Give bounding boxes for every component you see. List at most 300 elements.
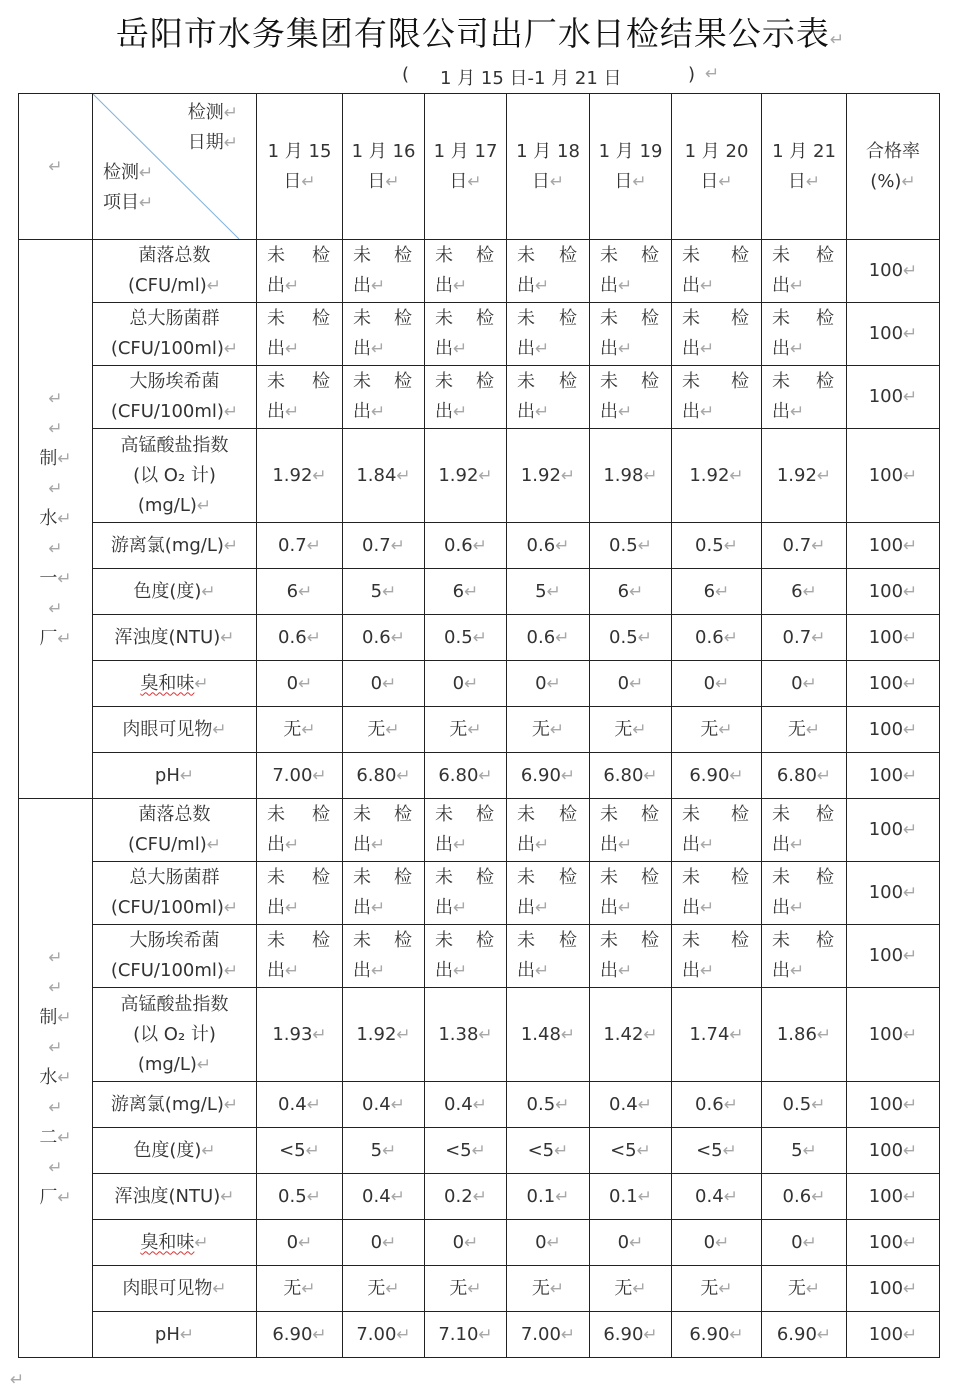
date-header-text: 1 月 20 [684, 140, 749, 162]
table-row [19, 707, 940, 753]
item-text: 肉眼可见物 [122, 718, 213, 740]
paragraph-mark: ↵ [206, 835, 221, 855]
value-text: 6.90 [689, 764, 730, 786]
paragraph-mark: ↵ [57, 1128, 72, 1148]
paragraph-mark: ↵ [139, 193, 154, 213]
paragraph-mark: ↵ [903, 1278, 918, 1299]
value-cell [507, 569, 590, 615]
plant-char [19, 384, 92, 414]
value-cell [590, 862, 672, 925]
value-cell [672, 707, 762, 753]
paragraph-mark: ↵ [805, 1278, 821, 1299]
value-cell [343, 1312, 425, 1358]
value-text: 7.00 [356, 1323, 397, 1345]
paragraph-mark: ↵ [816, 1024, 832, 1045]
date-header [343, 137, 424, 167]
value-cell [672, 303, 762, 366]
value-text: 1.92 [438, 464, 479, 486]
corner-header-cell [93, 94, 257, 240]
plant-char [19, 564, 92, 594]
not-detected-text: 检 [476, 804, 494, 825]
value-cell [425, 240, 507, 303]
not-detected-text: 检 [559, 867, 577, 888]
paragraph-mark: ↵ [636, 1140, 651, 1161]
value-cell [590, 523, 672, 569]
table-row [19, 1266, 940, 1312]
pass-rate-cell [847, 988, 940, 1082]
paragraph-mark: ↵ [903, 946, 918, 966]
not-detected-text: 未 [267, 371, 285, 392]
paragraph-mark: ↵ [48, 389, 63, 409]
value-cell [257, 1220, 343, 1266]
plant-char-text: 制 [39, 1007, 58, 1028]
value-text: 0.6 [695, 1093, 724, 1115]
value-cell [257, 925, 343, 988]
value-cell [762, 615, 847, 661]
value-text: 0 [535, 1231, 547, 1253]
item-text: (CFU/100ml) [110, 338, 224, 359]
paragraph-mark: ↵ [139, 163, 154, 183]
paragraph-mark: ↵ [220, 1186, 235, 1207]
item-text: pH [154, 764, 180, 786]
paragraph-mark: ↵ [385, 719, 400, 740]
value-text: 无 [367, 1277, 386, 1299]
item-line [95, 1274, 254, 1304]
value-cell [507, 1266, 590, 1312]
value-text: 0 [370, 672, 383, 694]
not-detected-text: 检 [731, 245, 749, 266]
paragraph-mark: ↵ [643, 1324, 658, 1345]
item-cell [93, 569, 257, 615]
item-line [95, 271, 254, 301]
value-text: 6.90 [603, 1323, 644, 1345]
date-header-cell [507, 94, 590, 240]
value-text: <5 [445, 1139, 472, 1161]
not-detected-text: 检 [394, 371, 412, 392]
not-detected-text: 出 [600, 338, 618, 359]
paragraph-mark: ↵ [723, 535, 738, 556]
paragraph-mark: ↵ [453, 339, 468, 359]
not-detected-text: 未 [435, 308, 453, 329]
value-cell [343, 988, 425, 1082]
date-header-text: 日 [449, 170, 468, 192]
paragraph-mark: ↵ [396, 765, 411, 786]
item-text: 臭和味 [140, 672, 195, 694]
not-detected-text: 未 [600, 308, 618, 329]
value-cell [762, 661, 847, 707]
not-detected-text: 出 [600, 834, 618, 855]
not-detected-text: 出 [435, 897, 453, 918]
paragraph-mark: ↵ [805, 719, 821, 740]
date-header [425, 167, 506, 197]
value-text: 1.74 [689, 1023, 730, 1045]
item-line [95, 1182, 254, 1212]
value-text: 0.6 [362, 626, 391, 648]
not-detected-text: 检 [731, 867, 749, 888]
date-header [590, 137, 671, 167]
value-cell [343, 1220, 425, 1266]
item-line [95, 893, 254, 923]
item-line [95, 461, 254, 491]
paragraph-mark: ↵ [48, 479, 63, 499]
not-detected-text: 检 [641, 245, 659, 266]
value-cell [762, 1266, 847, 1312]
value-text: 6.80 [438, 764, 479, 786]
not-detected-text: 出 [517, 401, 535, 422]
pass-rate-cell [847, 1174, 940, 1220]
not-detected-text: 出 [772, 275, 790, 296]
value-cell [425, 799, 507, 862]
item-line [95, 1320, 254, 1350]
value-cell [507, 429, 590, 523]
not-detected-text: 出 [517, 338, 535, 359]
pass-rate-cell [847, 429, 940, 523]
results-table [18, 93, 940, 1358]
paragraph-mark: ↵ [212, 1278, 227, 1299]
plant-char [19, 1033, 92, 1063]
item-text: 菌落总数 [138, 245, 211, 266]
not-detected-text: 检 [394, 804, 412, 825]
value-text: 1.92 [520, 464, 561, 486]
paragraph-mark: ↵ [637, 1186, 652, 1207]
not-detected-text: 检 [641, 804, 659, 825]
paragraph-mark: ↵ [700, 402, 715, 422]
date-header [507, 137, 589, 167]
value-cell [762, 569, 847, 615]
corner-date-text: 日期 [187, 132, 224, 153]
value-cell [590, 429, 672, 523]
table-row [19, 523, 940, 569]
paragraph-mark: ↵ [554, 1140, 569, 1161]
paragraph-mark: ↵ [467, 719, 482, 740]
date-header [257, 167, 342, 197]
value-text: 无 [449, 718, 468, 740]
value-cell [425, 1312, 507, 1358]
value-cell [590, 661, 672, 707]
paragraph-mark: ↵ [555, 1094, 570, 1115]
value-text: 0.7 [782, 534, 812, 556]
paragraph-mark: ↵ [722, 1140, 737, 1161]
paragraph-mark: ↵ [723, 627, 738, 648]
paragraph-mark: ↵ [220, 627, 235, 648]
value-cell [672, 240, 762, 303]
paragraph-mark: ↵ [453, 835, 468, 855]
value-cell [507, 661, 590, 707]
value-cell [507, 240, 590, 303]
paragraph-mark: ↵ [371, 835, 386, 855]
table-row [19, 799, 940, 862]
date-header-text: 1 月 18 [516, 140, 580, 162]
paragraph-mark: ↵ [464, 673, 479, 694]
paragraph-mark: ↵ [453, 402, 468, 422]
value-cell [343, 753, 425, 799]
paragraph-mark: ↵ [201, 581, 216, 602]
value-cell [343, 862, 425, 925]
value-text: 6.90 [776, 1323, 817, 1345]
value-text: 0.7 [278, 534, 307, 556]
date-header-cell [672, 94, 762, 240]
plant-char-text: 厂 [39, 1187, 58, 1208]
paragraph-mark: ↵ [285, 898, 300, 918]
value-text: 无 [367, 718, 386, 740]
value-cell [672, 615, 762, 661]
value-text: 0.5 [278, 1185, 307, 1207]
value-text: 无 [283, 718, 302, 740]
value-cell [343, 366, 425, 429]
value-text: 0.5 [609, 626, 638, 648]
value-cell [762, 429, 847, 523]
paragraph-mark: ↵ [903, 627, 918, 648]
not-detected-text: 未 [267, 245, 285, 266]
item-cell [93, 707, 257, 753]
item-cell [93, 1220, 257, 1266]
plant-char-text: 制 [39, 448, 58, 469]
paragraph-mark: ↵ [629, 581, 644, 602]
paragraph-mark: ↵ [57, 629, 72, 649]
value-text: 6.90 [272, 1323, 313, 1345]
pass-rate-cell [847, 862, 940, 925]
not-detected-text: 未 [353, 371, 371, 392]
value-text: 0 [286, 1231, 299, 1253]
pass-rate-text: 100 [868, 464, 904, 486]
paragraph-mark: ↵ [196, 1054, 212, 1075]
value-cell [762, 925, 847, 988]
paragraph-mark: ↵ [464, 581, 479, 602]
pass-rate-cell [847, 366, 940, 429]
pass-rate-cell [847, 1266, 940, 1312]
paragraph-mark: ↵ [194, 1232, 209, 1253]
date-header [507, 167, 589, 197]
value-text: 无 [700, 718, 719, 740]
value-text: 0.6 [782, 1185, 812, 1207]
not-detected-text: 检 [312, 867, 330, 888]
plant-char [19, 594, 92, 624]
not-detected-text: 检 [476, 371, 494, 392]
value-text: 6 [452, 580, 465, 602]
item-text: 浑浊度(NTU) [114, 1185, 221, 1207]
value-cell [425, 925, 507, 988]
paragraph-mark: ↵ [723, 1094, 738, 1115]
paragraph-mark: ↵ [371, 961, 386, 981]
value-cell [507, 988, 590, 1082]
value-text: 无 [700, 1277, 719, 1299]
table-row [19, 615, 940, 661]
item-text: (CFU/ml) [128, 275, 207, 296]
paragraph-mark: ↵ [371, 276, 386, 296]
item-cell [93, 862, 257, 925]
value-text: 6.80 [776, 764, 817, 786]
paragraph-mark: ↵ [285, 276, 300, 296]
corner-date-text: 检测 [187, 102, 224, 123]
value-text: 0.5 [782, 1093, 812, 1115]
value-cell [343, 707, 425, 753]
paragraph-mark: ↵ [535, 961, 550, 981]
paragraph-mark: ↵ [471, 1140, 486, 1161]
value-cell [507, 1220, 590, 1266]
value-text: 0.4 [362, 1185, 391, 1207]
paragraph-mark: ↵ [464, 1232, 479, 1253]
not-detected-text: 未 [600, 371, 618, 392]
item-cell [93, 429, 257, 523]
paragraph-mark: ↵ [718, 1278, 733, 1299]
not-detected-text: 检 [731, 371, 749, 392]
pass-rate-header-cell [847, 94, 940, 240]
item-cell [93, 303, 257, 366]
value-cell [425, 1220, 507, 1266]
date-header-cell [590, 94, 672, 240]
paragraph-mark: ↵ [201, 1140, 216, 1161]
paragraph-mark: ↵ [903, 1140, 918, 1161]
item-text: 肉眼可见物 [122, 1277, 213, 1299]
value-text: 0.1 [609, 1185, 638, 1207]
not-detected-text: 检 [816, 804, 834, 825]
table-row [19, 1082, 940, 1128]
value-cell [257, 862, 343, 925]
paragraph-mark: ↵ [618, 276, 633, 296]
item-line [95, 531, 254, 561]
value-cell [425, 1174, 507, 1220]
paragraph-mark: ↵ [371, 339, 386, 359]
not-detected-text: 未 [600, 804, 618, 825]
paragraph-mark: ↵ [790, 339, 805, 359]
item-line [95, 830, 254, 860]
plant-char-text: 水 [39, 1067, 58, 1088]
date-header-text: 日 [531, 170, 550, 192]
value-text: 0 [703, 1231, 716, 1253]
item-line [95, 1136, 254, 1166]
date-header [343, 167, 424, 197]
pass-rate-header [847, 137, 939, 167]
paragraph-mark: ↵ [223, 133, 238, 153]
value-text: 0 [535, 672, 547, 694]
value-text: 1.84 [356, 464, 397, 486]
item-cell [93, 988, 257, 1082]
table-row [19, 569, 940, 615]
paragraph-mark: ↵ [903, 1186, 918, 1207]
paragraph-mark: ↵ [535, 339, 550, 359]
not-detected-text: 检 [816, 245, 834, 266]
not-detected-text: 出 [353, 338, 371, 359]
paragraph-mark: ↵ [472, 535, 487, 556]
paragraph-mark: ↵ [546, 581, 561, 602]
paragraph-mark: ↵ [903, 719, 918, 740]
value-cell [425, 366, 507, 429]
paragraph-mark: ↵ [301, 171, 316, 192]
paragraph-mark: ↵ [57, 509, 72, 529]
value-text: 6 [617, 580, 630, 602]
paragraph-mark: ↵ [306, 1186, 321, 1207]
not-detected-text: 出 [682, 338, 700, 359]
paragraph-mark: ↵ [223, 898, 239, 918]
paragraph-mark: ↵ [223, 103, 238, 123]
paragraph-mark: ↵ [472, 1186, 487, 1207]
value-cell [425, 615, 507, 661]
pass-rate-cell [847, 661, 940, 707]
paragraph-mark: ↵ [632, 1278, 647, 1299]
date-range-text: 1 月 15 日-1 月 21 日 [440, 68, 622, 89]
paragraph-mark: ↵ [298, 1232, 313, 1253]
not-detected-text: 未 [772, 930, 790, 951]
value-cell [257, 753, 343, 799]
item-line [95, 367, 254, 397]
not-detected-text: 出 [435, 275, 453, 296]
not-detected-text: 检 [559, 804, 577, 825]
not-detected-text: 未 [435, 804, 453, 825]
paragraph-mark: ↵ [478, 465, 493, 486]
pass-rate-text: 100 [868, 672, 904, 694]
paragraph-mark: ↵ [196, 495, 212, 516]
date-header [672, 137, 761, 167]
pass-rate-header-text: (%) [870, 170, 902, 192]
value-text: 无 [531, 1277, 550, 1299]
value-text: 6 [703, 580, 716, 602]
paragraph-mark: ↵ [382, 1232, 397, 1253]
value-text: 6.90 [520, 764, 561, 786]
item-line [95, 241, 254, 271]
plant-char [19, 1123, 92, 1153]
not-detected-text: 未 [682, 371, 700, 392]
paragraph-mark: ↵ [298, 581, 313, 602]
paragraph-mark: ↵ [371, 402, 386, 422]
not-detected-text: 未 [600, 930, 618, 951]
paragraph-mark: ↵ [715, 673, 730, 694]
value-text: 1.92 [689, 464, 730, 486]
value-cell [343, 569, 425, 615]
paragraph-mark: ↵ [535, 402, 550, 422]
value-cell [672, 799, 762, 862]
value-text: 无 [787, 1277, 806, 1299]
value-text: 0.4 [362, 1093, 391, 1115]
value-cell [257, 661, 343, 707]
value-text: <5 [696, 1139, 723, 1161]
paragraph-mark: ↵ [472, 627, 487, 648]
value-cell [590, 1082, 672, 1128]
pass-rate-cell [847, 753, 940, 799]
paragraph-mark: ↵ [560, 1024, 576, 1045]
value-cell [257, 799, 343, 862]
item-text: (CFU/100ml) [110, 401, 224, 422]
value-text: 无 [614, 1277, 633, 1299]
paragraph-mark: ↵ [643, 765, 658, 786]
table-row [19, 661, 940, 707]
paragraph-mark: ↵ [618, 402, 633, 422]
not-detected-text: 出 [353, 897, 371, 918]
item-text: 色度(度) [133, 580, 202, 602]
paragraph-mark: ↵ [453, 898, 468, 918]
value-cell [507, 925, 590, 988]
value-cell [590, 1220, 672, 1266]
value-cell [672, 1220, 762, 1266]
item-line [95, 1020, 254, 1050]
pass-rate-text: 100 [868, 718, 904, 740]
value-cell [762, 799, 847, 862]
pass-rate-cell [847, 1128, 940, 1174]
value-cell [257, 1082, 343, 1128]
value-text: 1.86 [776, 1023, 817, 1045]
not-detected-text: 未 [682, 930, 700, 951]
not-detected-text: 检 [559, 930, 577, 951]
value-cell [507, 753, 590, 799]
paragraph-mark: ↵ [467, 171, 482, 192]
value-text: 7.00 [272, 764, 313, 786]
table-row [19, 925, 940, 988]
paragraph-mark: ↵ [478, 1324, 493, 1345]
not-detected-text: 出 [353, 401, 371, 422]
pass-rate-text: 100 [868, 764, 904, 786]
paragraph-mark: ↵ [390, 1094, 405, 1115]
pass-rate-cell [847, 799, 940, 862]
value-cell [762, 366, 847, 429]
